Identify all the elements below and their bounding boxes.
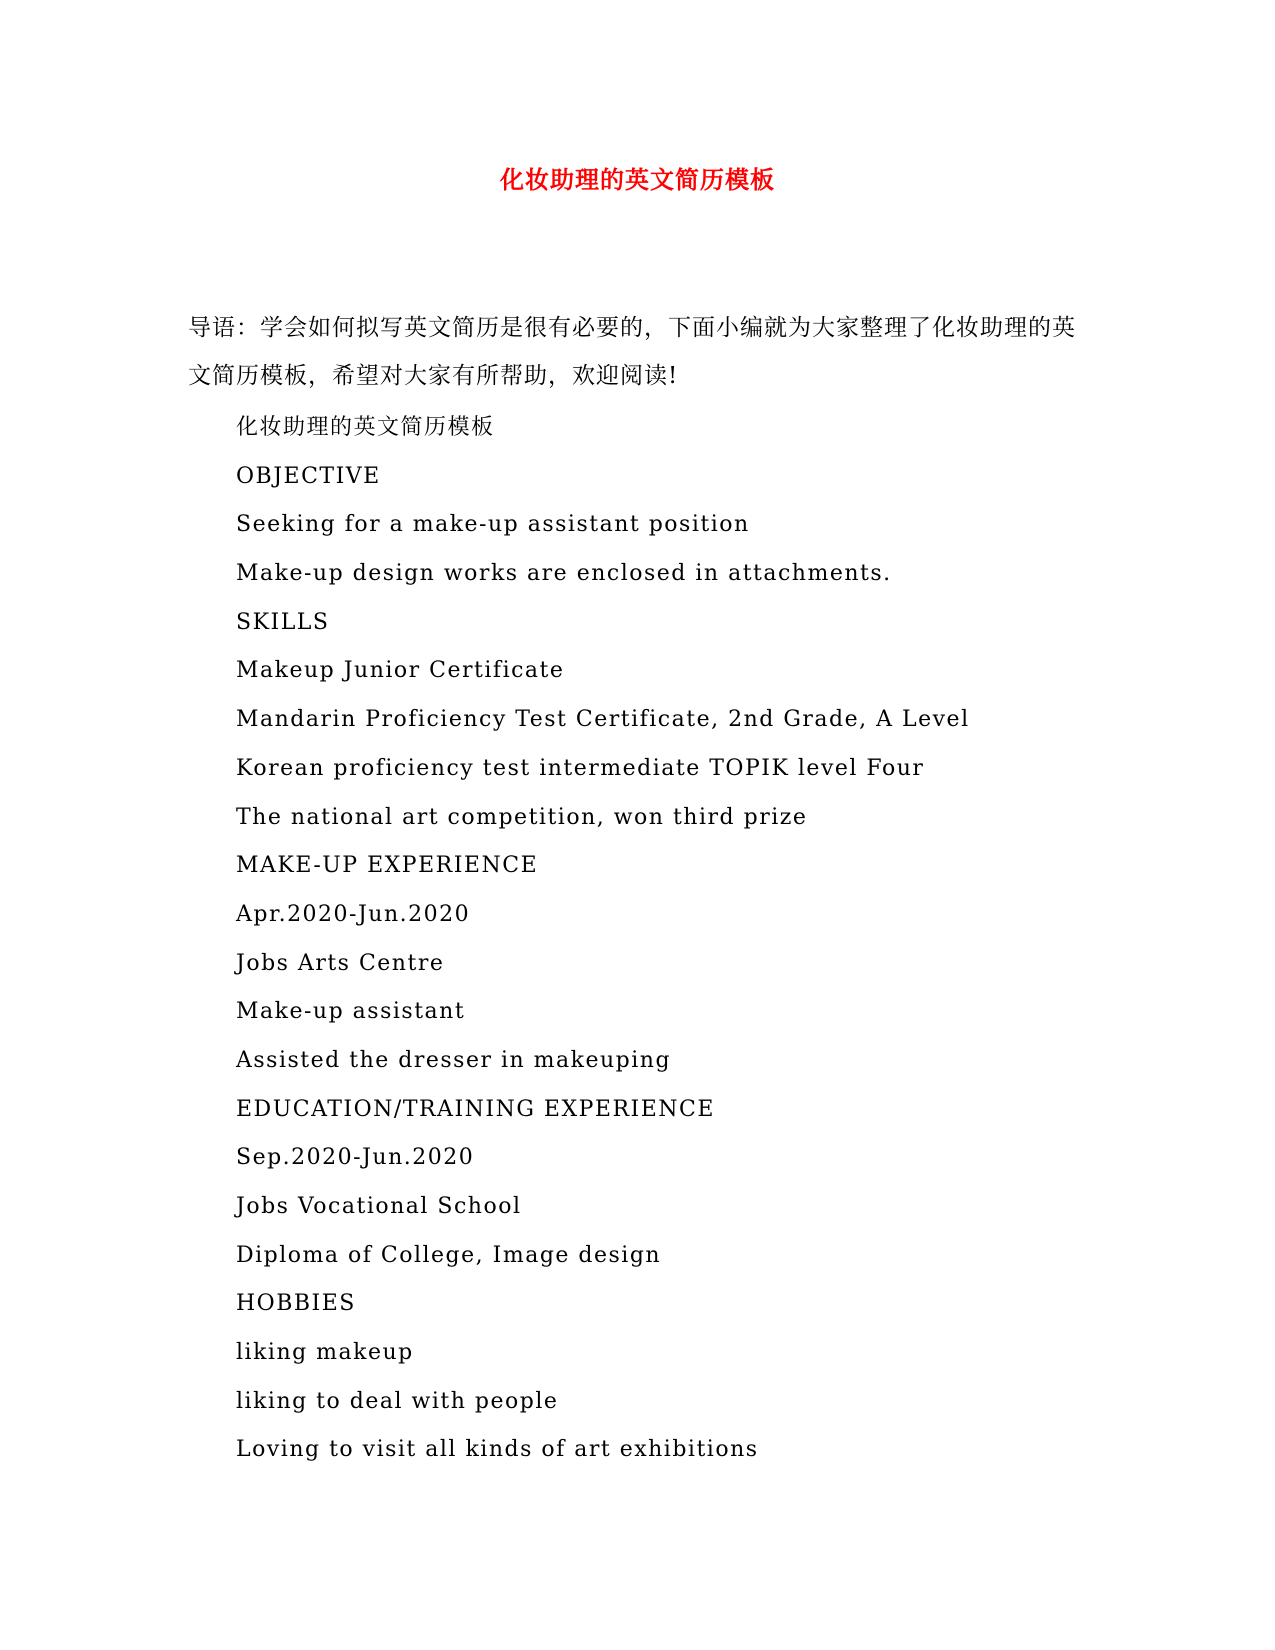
resume-line: Apr.2020-Jun.2020	[236, 901, 471, 927]
resume-body	[236, 404, 1136, 1475]
resume-line: Jobs Arts Centre	[236, 950, 445, 976]
resume-line: Make-up design works are enclosed in attachments.	[236, 561, 892, 587]
section-objective: OBJECTIVE	[236, 463, 381, 489]
resume-line: Jobs Vocational School	[236, 1194, 522, 1219]
intro-paragraph: 导语：学会如何拟写英文简历是很有必要的，下面小编就为大家整理了化妆助理的英文简历模板，希望对大家有所帮助，欢迎阅读!	[188, 315, 1076, 389]
section-skills: SKILLS	[236, 609, 330, 635]
resume-line: Loving to visit all kinds of art exhibitions	[236, 1437, 759, 1463]
resume-line: Korean proficiency test intermediate TOPIK level Four	[236, 755, 925, 781]
document-title: 化妆助理的英文简历模板	[500, 165, 775, 194]
resume-line: Assisted the dresser in makeuping	[236, 1047, 672, 1073]
resume-line: Diploma of College, Image design	[236, 1242, 662, 1268]
resume-heading: 化妆助理的英文简历模板	[236, 415, 495, 440]
resume-line: liking makeup	[236, 1340, 414, 1366]
section-makeup-experience: MAKE-UP EXPERIENCE	[236, 853, 539, 879]
resume-line: Mandarin Proficiency Test Certificate, 2nd Grade, A Level	[236, 707, 970, 733]
resume-line: Makeup Junior Certificate	[236, 658, 565, 684]
section-education: EDUCATION/TRAINING EXPERIENCE	[236, 1096, 715, 1122]
resume-line: The national art competition, won third prize	[236, 804, 808, 830]
resume-line: liking to deal with people	[236, 1388, 559, 1414]
resume-line: Sep.2020-Jun.2020	[236, 1145, 475, 1171]
resume-line: Make-up assistant	[236, 999, 466, 1025]
section-hobbies: HOBBIES	[236, 1291, 356, 1317]
resume-line: Seeking for a make-up assistant position	[236, 512, 750, 538]
